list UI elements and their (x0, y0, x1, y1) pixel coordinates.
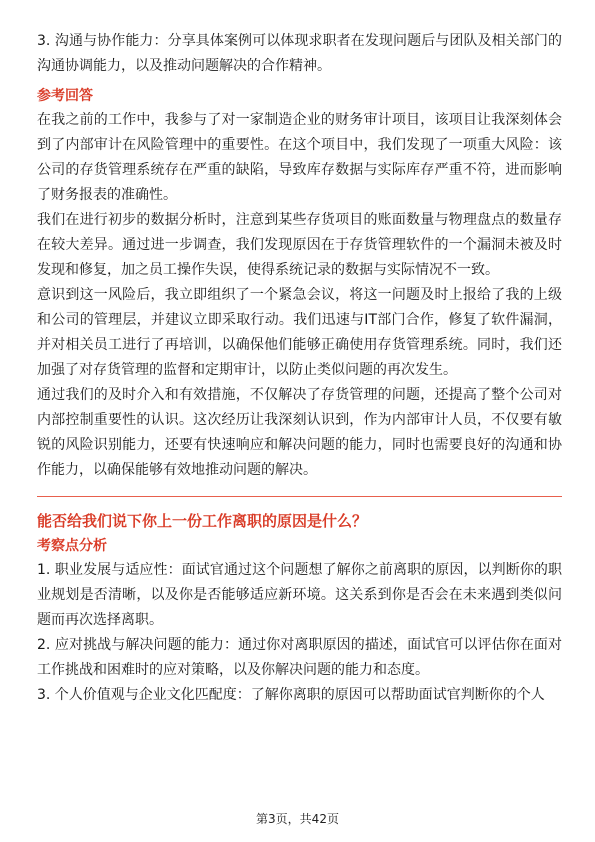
question-title: 能否给我们说下你上一份工作离职的原因是什么？ (37, 512, 368, 530)
section-divider (37, 496, 562, 497)
analysis-point: 3. 个人价值观与企业文化匹配度：了解你离职的原因可以帮助面试官判断你的个人 (37, 687, 545, 703)
analysis-heading: 考察点分析 (37, 538, 107, 554)
analysis-point: 1. 职业发展与适应性：面试官通过这个问题想了解你之前离职的原因，以判断你的职业规划是否清晰，以及你是否能够适应新环境。这关系到你是否会在未来遇到类似问题而再次选择离职。 (37, 562, 562, 628)
answer-paragraph: 意识到这一风险后，我立即组织了一个紧急会议，将这一问题及时上报给了我的上级和公司的管理层，并建议立即采取行动。我们迅速与IT部门合作，修复了软件漏洞，并对相关员工进行了再培训，以确保他们能够正确使用存货管理系统。同时，我们还加强了对存货管理的监督和定期审计，以防止类似问题的再次发生。 (37, 287, 562, 378)
analysis-point-3: 3. 沟通与协作能力：分享具体案例可以体现求职者在发现问题后与团队及相关部门的沟通协调能力，以及推动问题解决的合作精神。 (37, 33, 562, 74)
answer-paragraph: 我们在进行初步的数据分析时，注意到某些存货项目的账面数量与物理盘点的数量存在较大差异。通过进一步调查，我们发现原因在于存货管理软件的一个漏洞未被及时发现和修复，加之员工操作失误，使得系统记录的数据与实际情况不一致。 (37, 212, 562, 278)
page-content (37, 29, 562, 708)
answer-heading: 参考回答 (37, 88, 93, 104)
answer-paragraph: 在我之前的工作中，我参与了对一家制造企业的财务审计项目，该项目让我深刻体会到了内部审计在风险管理中的重要性。在这个项目中，我们发现了一项重大风险：该公司的存货管理系统存在严重的缺陷，导致库存数据与实际库存严重不符，进而影响了财务报表的准确性。 (37, 112, 562, 203)
answer-paragraph: 通过我们的及时介入和有效措施，不仅解决了存货管理的问题，还提高了整个公司对内部控制重要性的认识。这次经历让我深刻认识到，作为内部审计人员，不仅要有敏锐的风险识别能力，还要有快速响应和解决问题的能力，同时也需要良好的沟通和协作能力，以确保能够有效地推动问题的解决。 (37, 387, 562, 478)
page-number: 第3页，共42页 (256, 812, 339, 826)
analysis-point: 2. 应对挑战与解决问题的能力：通过你对离职原因的描述，面试官可以评估你在面对工作挑战和困难时的应对策略，以及你解决问题的能力和态度。 (37, 637, 562, 678)
